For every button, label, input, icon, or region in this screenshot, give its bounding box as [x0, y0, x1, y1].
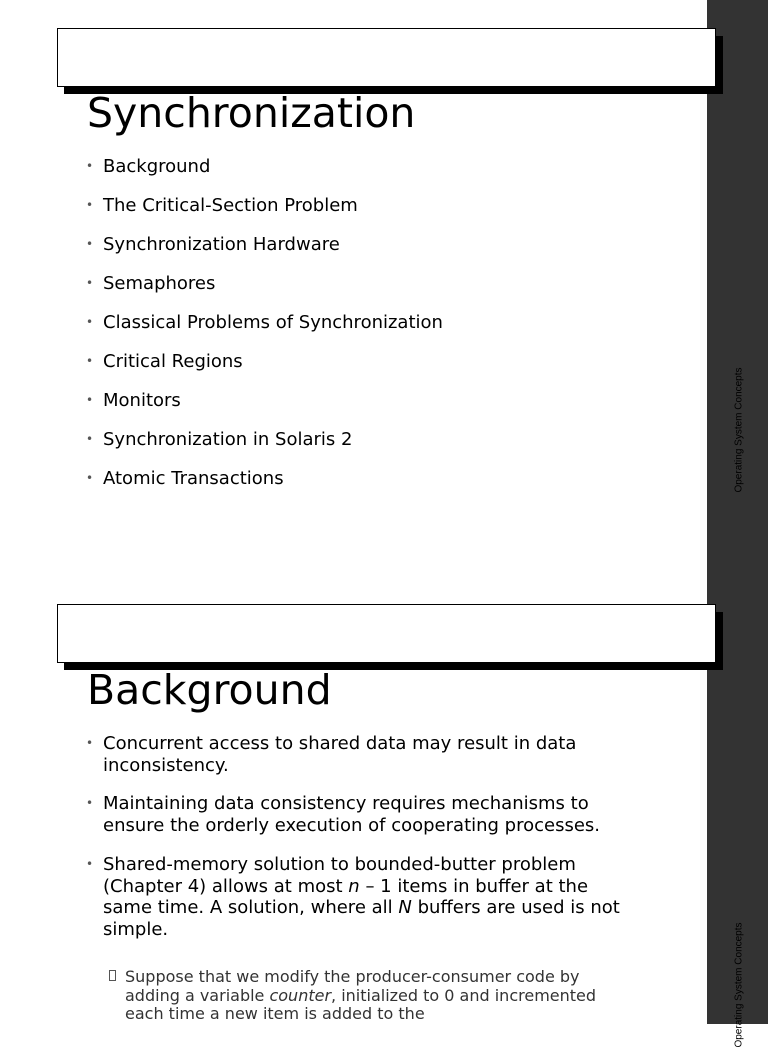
list-item [86, 156, 606, 178]
list-item [86, 351, 606, 373]
bullet-icon: • [86, 315, 94, 329]
bullet-text: Maintaining data consistency requires mechanisms to ensure the orderly execution of cooperating processes. [103, 793, 601, 837]
bullet-text: The Critical-Section Problem [103, 195, 358, 216]
sub-list-item [109, 968, 629, 1024]
sub-bullet-text: Suppose that we modify the producer-consumer code by adding a variable counter, initialized to 0 and incremented each time a new item is added to the [125, 967, 597, 1024]
missing-glyph-icon [109, 970, 116, 981]
bullet-icon: • [86, 159, 94, 173]
bullet-text: Synchronization Hardware [103, 234, 340, 255]
right-sidebar [707, 0, 768, 1024]
bullet-text: Background [103, 156, 211, 177]
title-box [57, 604, 716, 663]
bullet-text: Atomic Transactions [103, 468, 284, 489]
bullet-icon: • [86, 198, 94, 212]
bullet-text: Critical Regions [103, 351, 243, 372]
list-item [86, 234, 606, 256]
list-item [86, 468, 606, 490]
list-item [86, 312, 606, 334]
sidebar-label: Operating System Concepts [733, 367, 745, 493]
bullet-text: Concurrent access to shared data may result in data inconsistency. [103, 733, 577, 776]
slide-title: Background [87, 666, 332, 714]
bullet-text: Shared-memory solution to bounded-butter problem (Chapter 4) allows at most n – 1 items in buffer at the same time. A solution, where all N buffers are used is not simple. [103, 853, 620, 940]
bullet-text: Synchronization in Solaris 2 [103, 429, 353, 450]
bullet-list [86, 733, 626, 958]
bullet-text: Monitors [103, 390, 181, 411]
bullet-icon: • [86, 276, 94, 290]
bullet-list [86, 156, 606, 507]
bullet-icon: • [86, 736, 94, 750]
list-item [86, 429, 606, 451]
bullet-icon: • [86, 856, 94, 871]
sidebar-label: Operating System Concepts [733, 922, 745, 1048]
list-item [86, 793, 626, 836]
bullet-icon: • [86, 237, 94, 251]
bullet-icon: • [86, 393, 94, 407]
bullet-icon: • [86, 796, 94, 811]
list-item [86, 195, 606, 217]
list-item [86, 390, 606, 412]
slide-title: Synchronization [87, 89, 416, 137]
bullet-icon: • [86, 432, 94, 446]
list-item [86, 854, 626, 941]
bullet-icon: • [86, 471, 94, 485]
bullet-icon: • [86, 354, 94, 368]
bullet-text: Semaphores [103, 273, 216, 294]
title-box [57, 28, 716, 87]
list-item [86, 273, 606, 295]
bullet-text: Classical Problems of Synchronization [103, 312, 443, 333]
list-item [86, 733, 626, 776]
